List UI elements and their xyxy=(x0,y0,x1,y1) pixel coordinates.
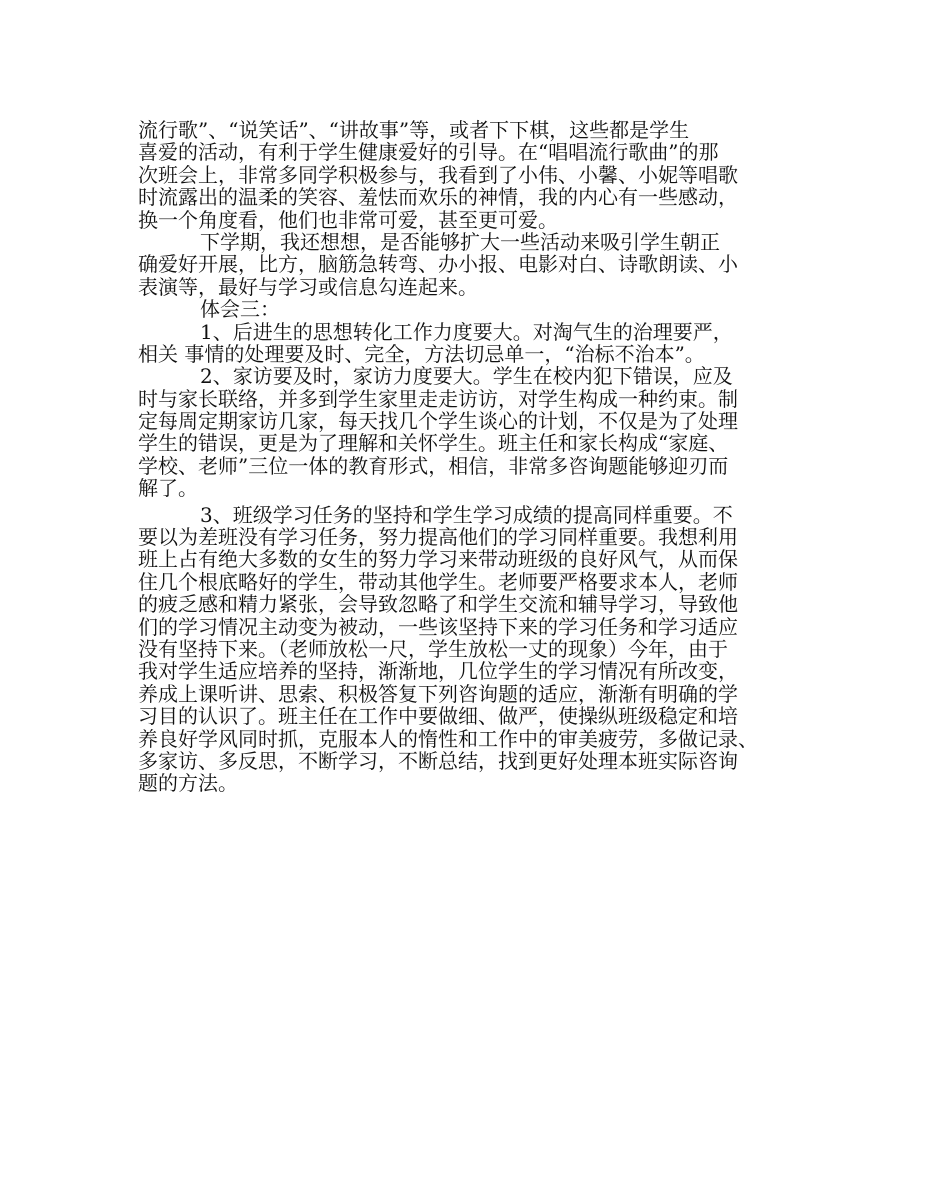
text-line: 定每周定期家访几家，每天找几个学生谈心的计划，不仅是为了处理 xyxy=(138,409,738,434)
text-line: 表演等，最好与学习或信息勾连起来。 xyxy=(138,274,478,299)
text-line: 1、后进生的思想转化工作力度要大。对淘气生的治理要严， xyxy=(200,319,733,344)
text-line: 多家访、多反思，不断学习，不断总结，找到更好处理本班实际咨询 xyxy=(138,748,738,773)
text-line: 习目的认识了。班主任在工作中要做细、做严，使操纵班级稳定和培 xyxy=(138,704,738,729)
paragraph-point-3 xyxy=(138,504,818,795)
text-line: 确爱好开展，比方，脑筋急转弯、办小报、电影对白、诗歌朗读、小 xyxy=(138,252,738,277)
text-line: 住几个根底略好的学生，带动其他学生。老师要严格要求本人，老师 xyxy=(138,569,738,594)
text-line: 次班会上，非常多同学积极参与，我看到了小伟、小馨、小妮等唱歌 xyxy=(138,162,738,187)
text-line: 体会三： xyxy=(200,297,280,322)
text-line: 时流露出的温柔的笑容、羞怯而欢乐的神情，我的内心有一些感动， xyxy=(138,185,738,210)
text-line: 2、家访要及时，家访力度要大。学生在校内犯下错误，应及 xyxy=(200,364,733,389)
section-heading-experience-three xyxy=(138,298,818,320)
text-line: 喜爱的活动，有利于学生健康爱好的引导。在“唱唱流行歌曲”的那 xyxy=(138,140,719,165)
paragraph-activities xyxy=(138,119,818,231)
paragraph-point-2 xyxy=(138,365,818,499)
text-line: 学生的错误，更是为了理解和关怀学生。班主任和家长构成“家庭、 xyxy=(138,431,729,456)
text-line: 要以为差班没有学习任务，努力提高他们的学习同样重要。我想利用 xyxy=(138,525,738,550)
text-line: 相关 事情的处理要及时、完全，方法切忌单一，“治标不治本”。 xyxy=(138,341,705,366)
text-line: 们的学习情况主动变为被动，一些该坚持下来的学习任务和学习适应 xyxy=(138,614,738,639)
text-line: 养良好学风同时抓，克服本人的惰性和工作中的审美疲劳，多做记录、 xyxy=(138,726,758,751)
text-line: 下学期，我还想想，是否能够扩大一些活动来吸引学生朝正 xyxy=(200,229,720,254)
text-line: 流行歌”、“说笑话”、“讲故事”等，或者下下棋，这些都是学生 xyxy=(138,118,690,142)
text-line: 的疲乏感和精力紧张，会导致忽略了和学生交流和辅导学习，导致他 xyxy=(138,592,738,617)
text-line: 题的方法。 xyxy=(138,771,238,796)
text-line: 养成上课听讲、思索、积极答复下列咨询题的适应，渐渐有明确的学 xyxy=(138,681,738,706)
text-line: 解了。 xyxy=(138,476,198,501)
text-line: 学校、老师”三位一体的教育形式，相信，非常多咨询题能够迎刃而 xyxy=(138,453,729,478)
text-line: 班上占有绝大多数的女生的努力学习来带动班级的良好风气，从而保 xyxy=(138,547,738,572)
document-body xyxy=(138,119,818,795)
text-line: 换一个角度看，他们也非常可爱，甚至更可爱。 xyxy=(138,207,558,232)
paragraph-next-semester xyxy=(138,231,818,298)
text-line: 没有坚持下来。（老师放松一尺，学生放松一丈的现象）今年，由于 xyxy=(138,636,728,661)
paragraph-point-1 xyxy=(138,321,818,366)
text-line: 时与家长联络，并多到学生家里走走访访，对学生构成一种约束。制 xyxy=(138,386,738,411)
text-line: 我对学生适应培养的坚持，渐渐地，几位学生的学习情况有所改变， xyxy=(138,659,738,684)
text-line: 3、班级学习任务的坚持和学生学习成绩的提高同样重要。不 xyxy=(200,502,733,527)
